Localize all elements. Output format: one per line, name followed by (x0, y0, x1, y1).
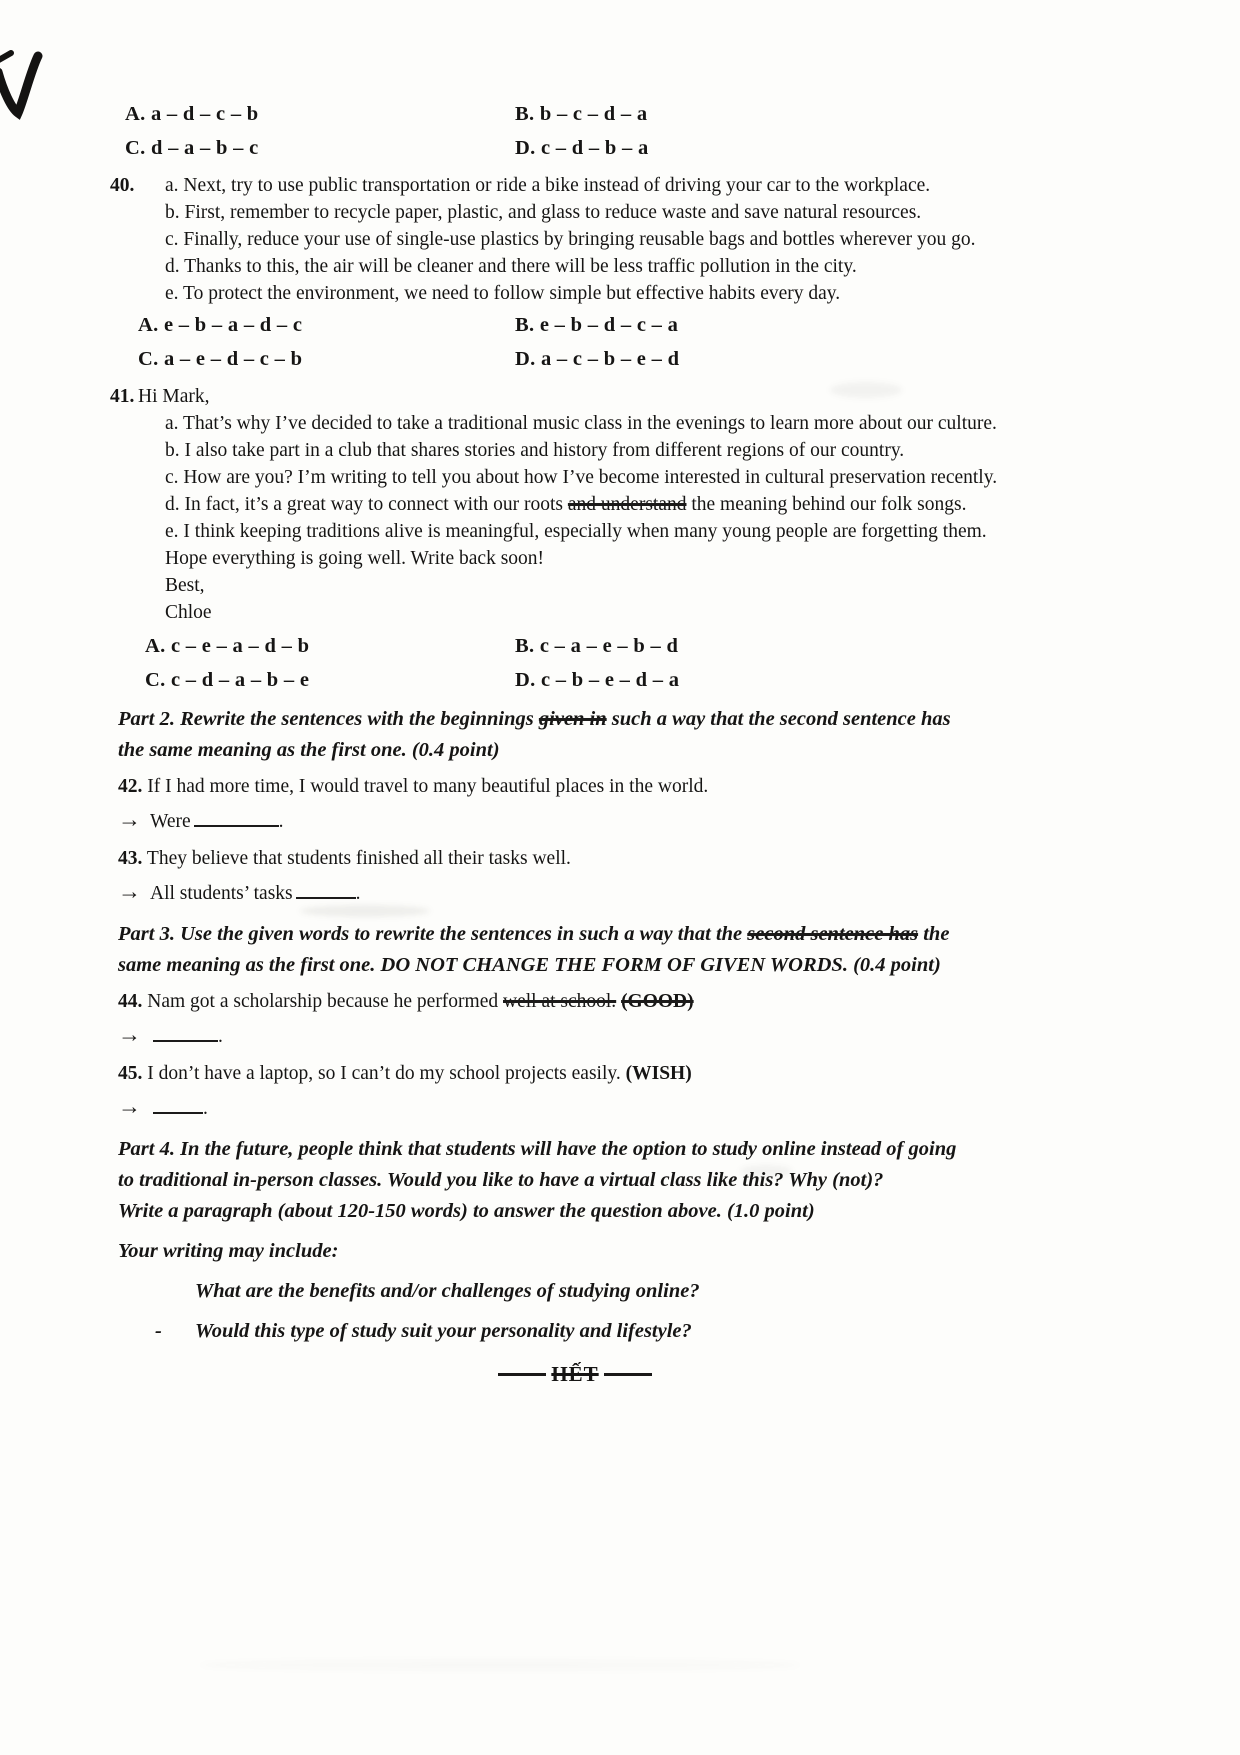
part2-heading-line1: Part 2. Rewrite the sentences with the beginnings given in such a way that the second sentence has (118, 708, 951, 730)
q45-text: I don’t have a laptop, so I can’t do my school projects easily. (WISH) (147, 1063, 692, 1084)
q41-item-e: e. I think keeping traditions alive is meaningful, especially when many young people are forgetting them. (165, 521, 987, 542)
q41-item-c: c. How are you? I’m writing to tell you about how I’ve become interested in cultural preservation recently. (165, 467, 998, 488)
part3-heading-line2: same meaning as the first one. DO NOT CHANGE THE FORM OF GIVEN WORDS. (0.4 point) (118, 954, 941, 976)
q41-closing-hope: Hope everything is going well. Write back soon! (165, 548, 545, 569)
q41-item-a: a. That’s why I’ve decided to take a traditional music class in the evenings to learn more about our culture. (165, 413, 997, 434)
q43-answer-line (118, 876, 1140, 910)
q41-option-c: C. c – d – a – b – e (145, 669, 310, 691)
answer-arrow-icon: → (118, 1094, 141, 1119)
q41-item-b: b. I also take part in a club that shares stories and history from different regions of our country. (165, 440, 905, 461)
q41-greeting: Hi Mark, (138, 386, 210, 407)
q42-answer-period: . (278, 811, 284, 832)
part4-include-line: Your writing may include: (118, 1240, 339, 1262)
het-dash-right (604, 1373, 652, 1376)
q40-option-d: D. a – c – b – e – d (515, 348, 680, 370)
q41-option-b: B. c – a – e – b – d (515, 635, 679, 657)
q40-options-grid (138, 311, 1140, 374)
part4-bullet-2 (155, 1316, 1140, 1347)
part2-heading-line2: the same meaning as the first one. (0.4 point) (118, 739, 500, 761)
part4-bullet-1 (195, 1276, 1140, 1307)
q41-option-a: A. c – e – a – d – b (145, 635, 310, 657)
het-word: HẾT (551, 1362, 599, 1386)
q43-text: They believe that students finished all their tasks well. (146, 848, 571, 869)
q45-answer-period: . (203, 1098, 208, 1119)
handwritten-corner-mark-icon (0, 50, 52, 124)
q40-option-a: A. e – b – a – d – c (138, 314, 303, 336)
q43-answer-prefix: All students’ tasks (150, 883, 293, 904)
bullet-dash: - (155, 1320, 162, 1342)
answer-arrow-icon: → (118, 807, 141, 832)
q42-answer-line (118, 804, 1140, 838)
q39-option-b: B. b – c – d – a (515, 103, 648, 125)
answer-arrow-icon: → (118, 879, 141, 904)
q44-line (118, 986, 1140, 1017)
q42-line (118, 771, 1140, 802)
het-footer (64, 1361, 1086, 1388)
q44-number: 44. (118, 991, 143, 1012)
q41-number: 41. (110, 386, 135, 407)
q39-option-d: D. c – d – b – a (515, 137, 649, 159)
part4-heading-line2: to traditional in-person classes. Would you like to have a virtual class like this? Why (not)? (118, 1169, 884, 1191)
q40-item-b: b. First, remember to recycle paper, plastic, and glass to reduce waste and save natural resources. (165, 202, 922, 223)
part4-heading-line1: Part 4. In the future, people think that students will have the option to study online instead of going (118, 1138, 957, 1160)
q40-option-b: B. e – b – d – c – a (515, 314, 679, 336)
q40-number: 40. (110, 175, 135, 196)
q42-text: If I had more time, I would travel to many beautiful places in the world. (147, 776, 709, 797)
q41-closing-chloe: Chloe (165, 602, 212, 623)
q45-answer-line (118, 1091, 1140, 1125)
q40-item-e: e. To protect the environment, we need to follow simple but effective habits every day. (165, 283, 841, 304)
q42-number: 42. (118, 776, 143, 797)
q44-answer-line (118, 1019, 1140, 1053)
q42-answer-blank (194, 812, 279, 827)
q44-answer-period: . (218, 1026, 223, 1047)
het-dash-left (498, 1373, 546, 1376)
answer-arrow-icon: → (118, 1022, 141, 1047)
q45-line (118, 1058, 1140, 1089)
part3-heading-line1: Part 3. Use the given words to rewrite the sentences in such a way that the second sentence has the (118, 923, 950, 945)
q40-block (110, 172, 1140, 307)
scan-smudge (200, 1660, 800, 1670)
q41-option-d: D. c – b – e – d – a (515, 669, 680, 691)
q40-item-c: c. Finally, reduce your use of single-use plastics by bringing reusable bags and bottles wherever you go. (165, 229, 976, 250)
part3-heading (118, 919, 1140, 981)
q40-option-c: C. a – e – d – c – b (138, 348, 303, 370)
part4-heading-line3: Write a paragraph (about 120-150 words) to answer the question above. (1.0 point) (118, 1200, 815, 1222)
q43-answer-period: . (355, 883, 361, 904)
q40-item-d: d. Thanks to this, the air will be cleaner and there will be less traffic pollution in the city. (165, 256, 857, 277)
q43-line (118, 843, 1140, 874)
q43-number: 43. (118, 848, 143, 869)
q41-block (110, 383, 1140, 626)
q41-item-d: d. In fact, it’s a great way to connect with our roots and understand the meaning behind our folk songs. (165, 494, 967, 515)
q40-item-a: a. Next, try to use public transportation or ride a bike instead of driving your car to the workplace. (165, 175, 931, 196)
part4-bullet-1-text: What are the benefits and/or challenges of studying online? (195, 1280, 700, 1302)
q39-option-a: A. a – d – c – b (125, 103, 259, 125)
q39-options-grid (125, 100, 1140, 163)
q39-option-c: C. d – a – b – c (125, 137, 259, 159)
q42-answer-prefix: Were (150, 811, 191, 832)
part4-heading (118, 1134, 1140, 1227)
q45-answer-blank (153, 1099, 203, 1114)
q44-text: Nam got a scholarship because he performed well at school. (GOOD) (147, 991, 694, 1012)
q41-closing-best: Best, (165, 575, 205, 596)
part2-heading (118, 704, 1140, 766)
part4-bullet-2-text: Would this type of study suit your personality and lifestyle? (195, 1320, 692, 1342)
q43-answer-blank (296, 884, 356, 899)
q45-number: 45. (118, 1063, 143, 1084)
q44-answer-blank (153, 1027, 218, 1042)
q41-options-grid (145, 632, 1140, 695)
exam-content (110, 100, 1140, 1388)
